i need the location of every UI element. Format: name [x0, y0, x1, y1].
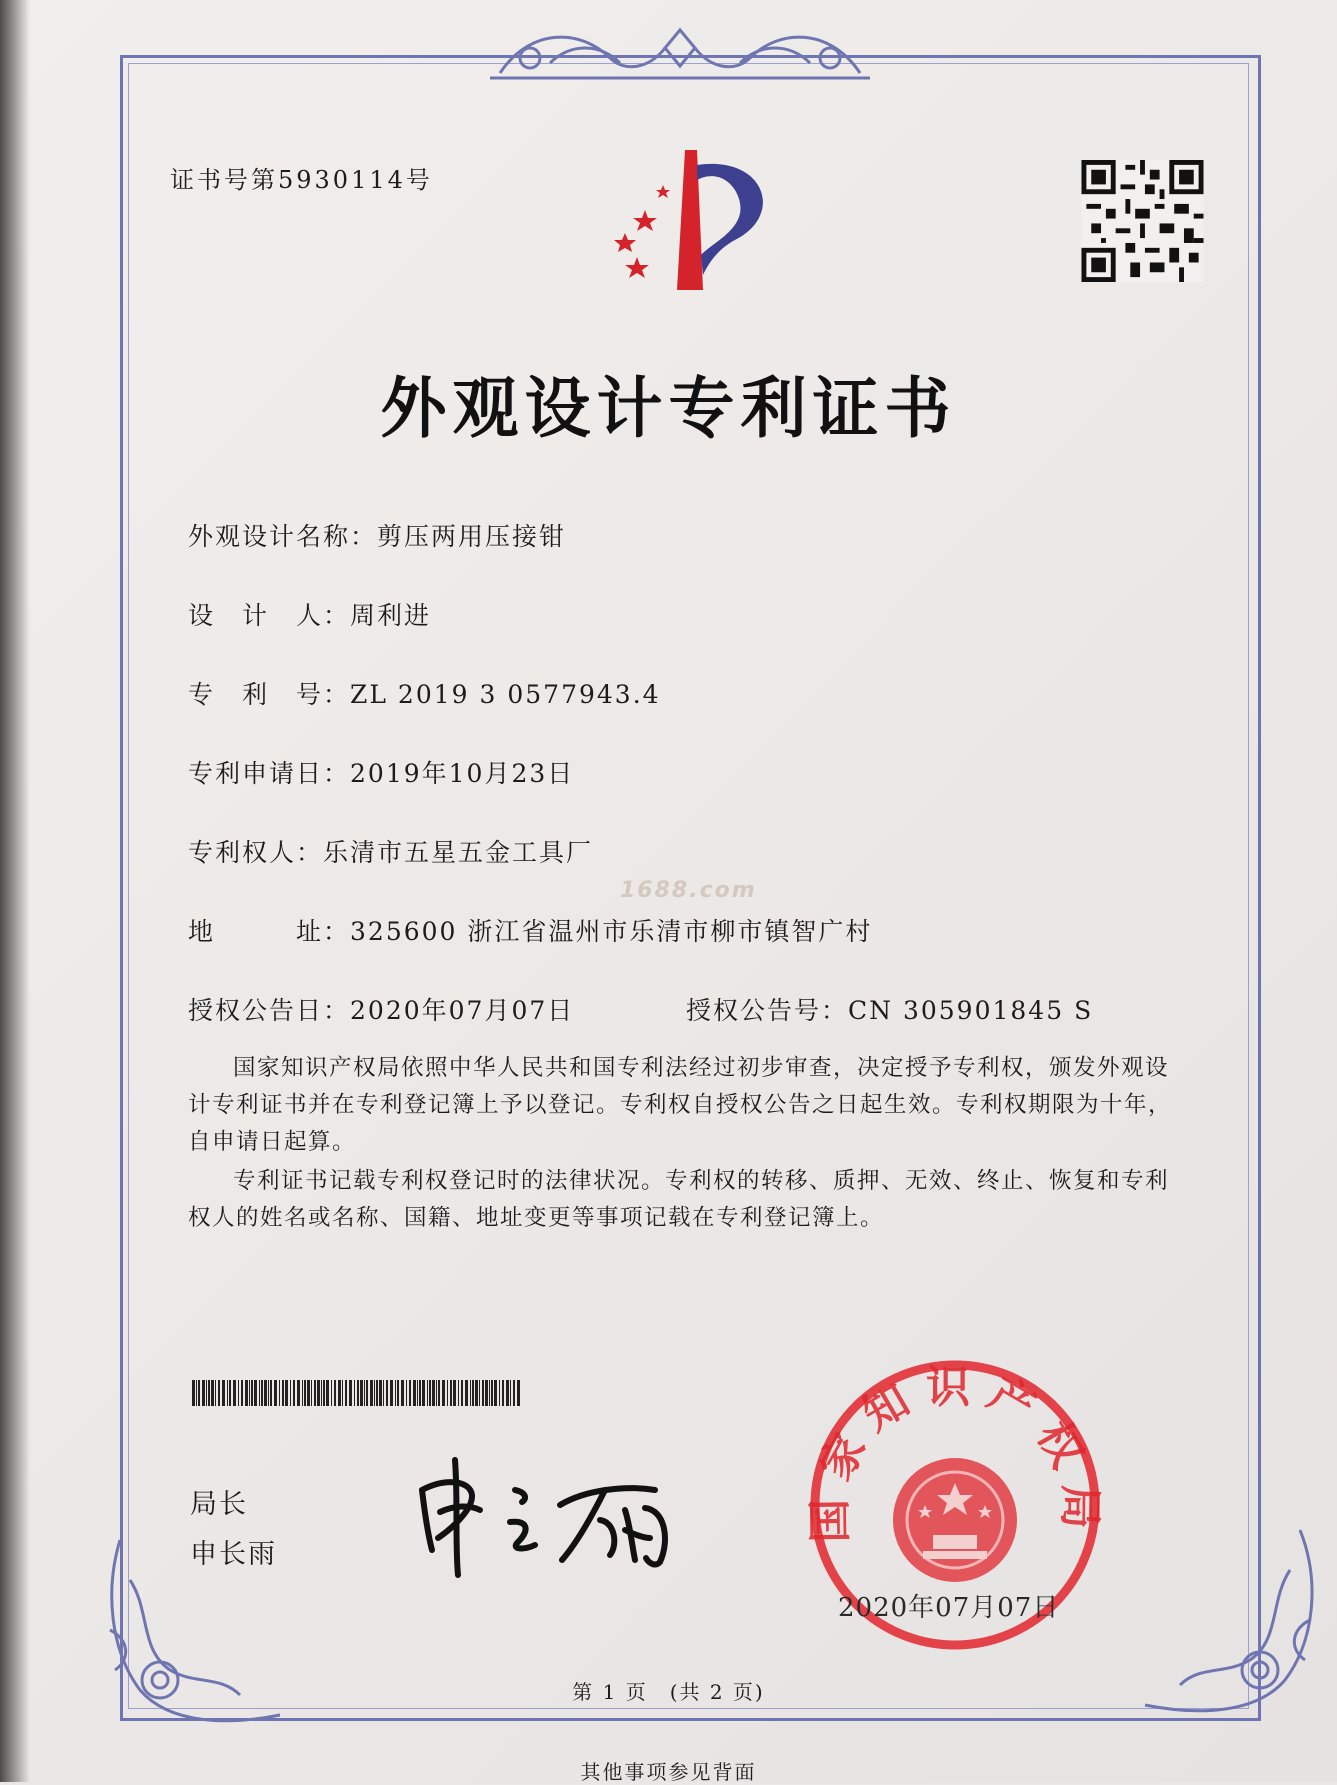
barcode-bar [499, 1380, 500, 1406]
barcode-bar [338, 1380, 341, 1406]
barcode-bar [397, 1380, 399, 1406]
barcode-bar [251, 1380, 253, 1406]
barcode-bar [314, 1380, 316, 1406]
page-edge-shadow [0, 0, 30, 1782]
barcode-bar [326, 1380, 329, 1406]
barcode-bar [482, 1380, 484, 1406]
barcode-bar [422, 1380, 425, 1406]
barcode-bar [311, 1380, 312, 1406]
barcode-bar [264, 1380, 267, 1406]
barcode-bar [202, 1380, 205, 1406]
grant-date-row [188, 991, 574, 1027]
barcode-bar [290, 1380, 291, 1406]
patent-number-value: ZL 2019 3 0577943.4 [350, 680, 661, 709]
barcode-bar [485, 1380, 488, 1406]
barcode-bar [475, 1380, 478, 1406]
barcode-bar [461, 1380, 463, 1406]
barcode-bar [279, 1380, 280, 1406]
bottom-right-ornament-icon [1120, 1520, 1337, 1740]
handwritten-signature-icon [410, 1450, 690, 1580]
barcode-bar [450, 1380, 452, 1406]
barcode-bar [506, 1380, 509, 1406]
patent-number-row [188, 675, 661, 711]
design-name-label: 外观设计名称： [188, 522, 378, 551]
barcode-bar [302, 1380, 303, 1406]
patentee-label: 专利权人： [188, 838, 324, 867]
barcode-bar [413, 1380, 416, 1406]
filing-date-row [188, 754, 574, 790]
footer-note: 其他事项参见背面 [580, 1760, 757, 1784]
barcode-bar [491, 1380, 493, 1406]
barcode-bar [215, 1380, 216, 1406]
barcode-bar [345, 1380, 347, 1406]
designer-row [188, 596, 431, 632]
barcode-bar [211, 1380, 214, 1406]
seal-date: 2020年07月07日 [838, 1593, 1060, 1623]
barcode-bar [502, 1380, 504, 1406]
grant-date-value: 2020年07月07日 [350, 996, 575, 1025]
barcode-bar [259, 1380, 260, 1406]
barcode-bar [229, 1380, 231, 1406]
barcode-bar [489, 1380, 490, 1406]
filing-date-label: 专利申请日： [188, 759, 351, 788]
barcode-bar [510, 1380, 511, 1406]
address-row [188, 912, 872, 948]
svg-text:国家知识产权局: 国家知识产权局 [805, 1362, 1105, 1544]
barcode-bar [370, 1380, 373, 1406]
barcode-bar [218, 1380, 220, 1406]
barcode-bar [436, 1380, 437, 1406]
grant-number-label: 授权公告号： [686, 996, 849, 1025]
barcode-bar [270, 1380, 272, 1406]
barcode-bar [233, 1380, 236, 1406]
barcode-bar [479, 1380, 480, 1406]
barcode-bar [465, 1380, 468, 1406]
designer-label: 设 计 人： [188, 601, 351, 630]
grant-date-label: 授权公告日： [188, 996, 351, 1025]
barcode-bar [419, 1380, 421, 1406]
barcode-bar [357, 1380, 359, 1406]
barcode-bar [249, 1380, 250, 1406]
barcode-bar [406, 1380, 407, 1406]
patent-office-logo-icon [585, 145, 785, 295]
designer-value: 周利进 [350, 601, 432, 630]
barcode-bar [285, 1380, 288, 1406]
barcode-bar [261, 1380, 263, 1406]
barcode-bar [331, 1380, 332, 1406]
barcode-bar [342, 1380, 343, 1406]
barcode-bar [458, 1380, 459, 1406]
barcode-bar [470, 1380, 471, 1406]
barcode-bar [208, 1380, 210, 1406]
barcode-bar [438, 1380, 440, 1406]
barcode-bar [364, 1380, 365, 1406]
certificate-number: 证书号第5930114号 [170, 166, 433, 194]
barcode-bar [238, 1380, 239, 1406]
barcode-bar [447, 1380, 448, 1406]
signatory-title: 局长 [190, 1489, 248, 1520]
barcode-bar [432, 1380, 435, 1406]
barcode-bar [307, 1380, 310, 1406]
barcode-bar [297, 1380, 300, 1406]
barcode-bar [274, 1380, 277, 1406]
barcode-bar [222, 1380, 225, 1406]
barcode-bar [366, 1380, 368, 1406]
barcode-bar [374, 1380, 375, 1406]
grant-number-value: CN 305901845 S [848, 996, 1094, 1025]
barcode-bar [196, 1380, 197, 1406]
barcode-bar [395, 1380, 396, 1406]
barcode-bar [206, 1380, 207, 1406]
barcode-bar [323, 1380, 325, 1406]
signatory-name: 申长雨 [190, 1539, 277, 1570]
barcode-bar [409, 1380, 411, 1406]
barcode-bar [379, 1380, 382, 1406]
filing-date-value: 2019年10月23日 [350, 759, 575, 788]
barcode-bar [401, 1380, 404, 1406]
certificate-title: 外观设计专利证书 [380, 369, 957, 447]
barcode-bar [417, 1380, 418, 1406]
barcode-bar [334, 1380, 336, 1406]
barcode-bar [198, 1380, 200, 1406]
address-value: 325600 浙江省温州市乐清市柳市镇智广村 [350, 917, 873, 946]
legal-status-paragraph: 专利证书记载专利权登记时的法律状况。专利权的转移、质押、无效、终止、恢复和专利权人的姓名或名称、国籍、地址变更等事项记载在专利登记簿上。 [188, 1168, 1170, 1231]
barcode-bar [317, 1380, 320, 1406]
watermark-text: 1688.com [620, 878, 757, 903]
page-indicator: 第 1 页 (共 2 页) [572, 1680, 765, 1704]
barcode-bar [254, 1380, 257, 1406]
barcode-bar [349, 1380, 352, 1406]
design-name-row [188, 517, 566, 553]
barcode-bar [268, 1380, 269, 1406]
barcode-bar [386, 1380, 388, 1406]
barcode-bar [472, 1380, 474, 1406]
barcode-bar [383, 1380, 384, 1406]
grant-statement-paragraph: 国家知识产权局依照中华人民共和国专利法经过初步审查，决定授予专利权，颁发外观设计专利证书并在专利登记簿上予以登记。专利权自授权公告之日起生效。专利权期限为十年，自申请日起算。 [188, 1055, 1173, 1155]
barcode-icon [192, 1380, 524, 1406]
barcode-bar [304, 1380, 306, 1406]
barcode-bar [453, 1380, 456, 1406]
barcode-bar [429, 1380, 431, 1406]
barcode-bar [321, 1380, 322, 1406]
barcode-bar [513, 1380, 515, 1406]
barcode-bar [241, 1380, 243, 1406]
barcode-bar [192, 1380, 195, 1406]
qr-code-icon [1080, 160, 1205, 282]
barcode-bar [427, 1380, 428, 1406]
barcode-bar [517, 1380, 520, 1406]
barcode-bar [360, 1380, 363, 1406]
barcode-bar [245, 1380, 248, 1406]
barcode-bar [494, 1380, 497, 1406]
patent-number-label: 专 利 号： [188, 680, 351, 709]
barcode-bar [282, 1380, 284, 1406]
top-ornament-icon [490, 18, 870, 88]
barcode-bar [442, 1380, 445, 1406]
design-name-value: 剪压两用压接钳 [377, 522, 567, 551]
barcode-bar [227, 1380, 228, 1406]
address-label: 地 址： [188, 917, 351, 946]
barcode-bar [376, 1380, 378, 1406]
barcode-bar [354, 1380, 355, 1406]
patentee-row [188, 833, 593, 869]
barcode-bar [390, 1380, 393, 1406]
barcode-bar [293, 1380, 295, 1406]
patentee-value: 乐清市五星五金工具厂 [323, 838, 594, 867]
grant-number-row [686, 991, 1093, 1027]
